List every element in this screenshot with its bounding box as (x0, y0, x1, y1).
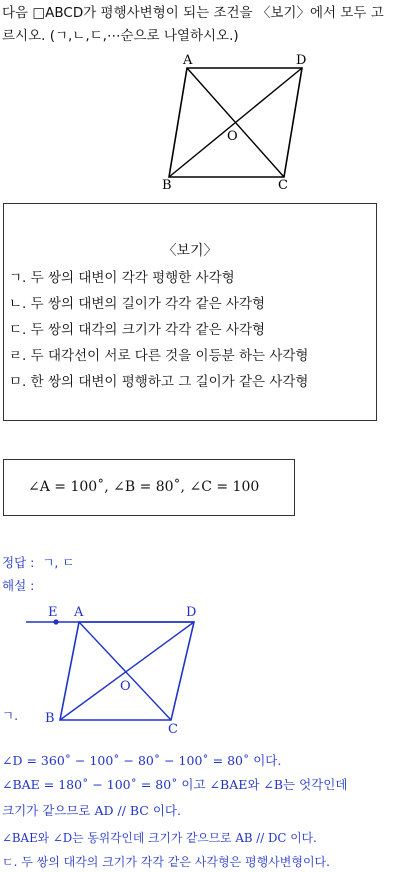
bogi-box (3, 203, 377, 421)
vertex-a-label: A (183, 53, 193, 68)
bogi-title: 〈보기〉 (162, 243, 218, 259)
point-a-label: A (74, 605, 84, 620)
question-line-2: 르시오. (ㄱ,ㄴ,ㄷ,⋯순으로 나열하시오.) (2, 28, 239, 44)
explanation-label: 해설 : (2, 578, 35, 593)
condition-box (3, 459, 295, 516)
explanation-line-2: ∠BAE = 180˚ − 100˚ = 80˚ 이고 ∠BAE와 ∠B는 엇각인데 (2, 777, 348, 792)
explanation-marker: ㄱ. (2, 708, 19, 723)
condition-text: ∠A = 100˚, ∠B = 80˚, ∠C = 100 (28, 479, 260, 495)
answer-row (2, 553, 74, 571)
bogi-item-2: ㄴ. 두 쌍의 대변의 길이가 각각 같은 사각형 (9, 296, 266, 312)
center-o-label: O (227, 129, 238, 144)
bogi-item-5: ㅁ. 한 쌍의 대변이 평행하고 그 길이가 같은 사각형 (9, 374, 309, 390)
answer-value: ㄱ, ㄷ (42, 555, 75, 570)
bogi-item-1: ㄱ. 두 쌍의 대변이 각각 평행한 사각형 (9, 270, 235, 286)
parallelogram-figure (150, 52, 320, 192)
question-line-1: 다음 □ABCD가 평행사변형이 되는 조건을 〈보기〉에서 모두 고 (2, 5, 384, 21)
point-o-label: O (120, 679, 131, 694)
explanation-line-3: 크기가 같으므로 AD // BC 이다. (2, 803, 181, 818)
answer-label: 정답 : (2, 555, 35, 570)
bogi-item-3: ㄷ. 두 쌍의 대각의 크기가 각각 같은 사각형 (9, 322, 266, 338)
bogi-item-4: ㄹ. 두 대각선이 서로 다른 것을 이등분 하는 사각형 (9, 348, 309, 364)
explanation-line-4: ∠BAE와 ∠D는 동위각인데 크기가 같으므로 AB // DC 이다. (2, 831, 317, 845)
point-d-label: D (186, 605, 197, 620)
vertex-c-label: C (278, 178, 288, 192)
vertex-b-label: B (162, 178, 172, 192)
vertex-d-label: D (296, 53, 307, 68)
explanation-line-1: ∠D = 360˚ − 100˚ − 80˚ − 100˚ = 80˚ 이다. (2, 753, 282, 768)
explanation-line-5: ㄷ. 두 쌍의 대각의 크기가 각각 같은 사각형은 평행사변형이다. (2, 855, 330, 869)
point-b-label: B (45, 711, 55, 726)
point-e-label: E (48, 605, 58, 620)
point-c-label: C (168, 722, 178, 737)
explanation-figure (20, 598, 210, 738)
